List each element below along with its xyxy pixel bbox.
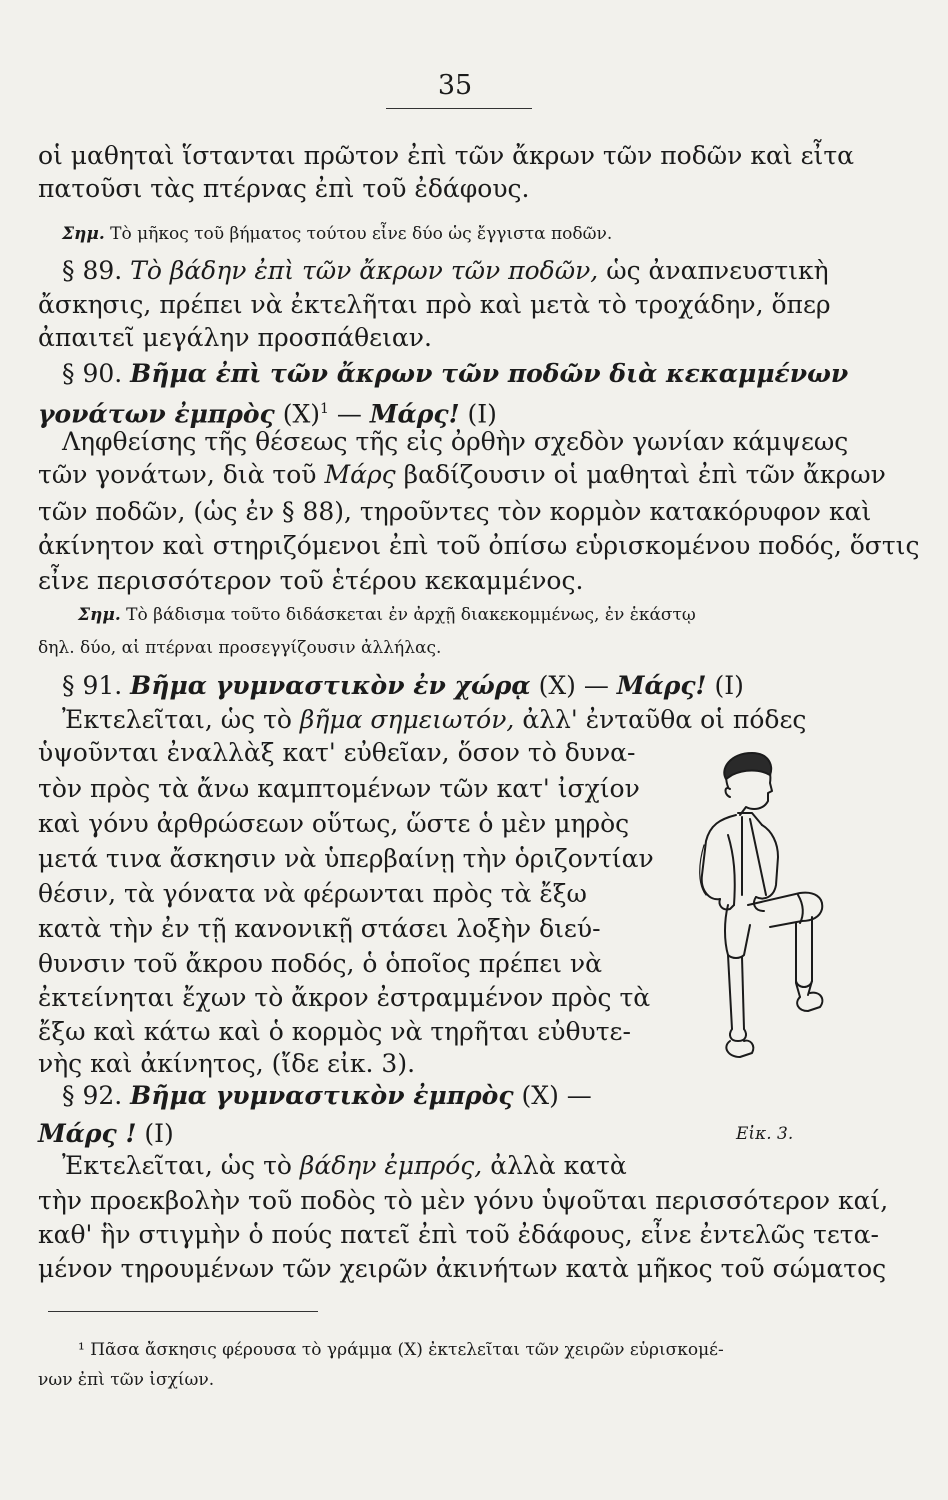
note-line: δηλ. δύο, αἱ πτέρναι προσεγγίζουσιν ἀλλήλας. xyxy=(38,638,442,658)
section-title: γονάτων ἐμπρὸς xyxy=(38,399,275,429)
note-line xyxy=(78,603,696,627)
section-title: Βῆμα γυμναστικὸν ἐν χώρᾳ xyxy=(130,671,531,700)
text-span: Ἐκτελεῖται, ὡς τὸ xyxy=(62,1151,292,1180)
text-line: ἔξω καὶ κάτω καὶ ὁ κορμὸς νὰ τηρῆται εὐθυτε- xyxy=(38,1017,631,1046)
section-91-heading xyxy=(62,670,744,702)
text-line: πατοῦσι τὰς πτέρνας ἐπὶ τοῦ ἐδάφους. xyxy=(38,174,530,203)
text-line: θυνσιν τοῦ ἄκρου ποδός, ὁ ὁποῖος πρέπει νὰ xyxy=(38,949,602,978)
dash: — xyxy=(336,399,362,429)
footnote-line xyxy=(78,1338,724,1362)
text-span: βάδην ἐμπρός, xyxy=(299,1151,483,1180)
figure-head xyxy=(724,753,772,815)
figure-caption: Εἰκ. 3. xyxy=(736,1124,794,1144)
text-span: Ἐκτελεῖται, ὡς τὸ xyxy=(62,705,292,734)
text-span: τῶν γονάτων, διὰ τοῦ xyxy=(38,460,317,489)
text-span: βῆμα σημειωτόν, xyxy=(299,705,515,734)
exercise-mark: (X) — xyxy=(538,671,609,700)
command-word: Μάρς! xyxy=(369,399,460,429)
note-label: Σημ. xyxy=(62,224,105,244)
section-89-heading xyxy=(62,255,829,287)
text-line: κατὰ τὴν ἐν τῇ κανονικῇ στάσει λοξὴν διεύ- xyxy=(38,914,601,943)
exercise-mark: (X) xyxy=(282,399,321,429)
text-line: μετά τινα ἄσκησιν νὰ ὑπερβαίνῃ τὴν ὁριζοντίαν xyxy=(38,844,654,873)
text-line: ὑψοῦνται ἐναλλὰξ κατ' εὐθεῖαν, ὅσον τὸ δυνα- xyxy=(38,738,636,767)
text-line: ἀπαιτεῖ μεγάλην προσπάθειαν. xyxy=(38,323,432,352)
text-span: ὡς ἀναπνευστικὴ xyxy=(606,256,829,285)
footnote-line: νων ἐπὶ τῶν ἰσχίων. xyxy=(38,1370,215,1390)
text-span: ἀλλὰ κατὰ xyxy=(490,1151,627,1180)
section-number: § 90. xyxy=(62,359,123,388)
text-line: καθ' ἣν στιγμὴν ὁ πούς πατεῖ ἐπὶ τοῦ ἐδάφους, εἶνε ἐντελῶς τετα- xyxy=(38,1220,879,1249)
note-label: Σημ. xyxy=(78,605,121,625)
text-line: ἐκτείνηται ἔχων τὸ ἄκρον ἐστραμμένον πρὸς τὰ xyxy=(38,983,651,1012)
section-number: § 89. xyxy=(62,256,123,285)
note-text: Τὸ μῆκος τοῦ βήματος τούτου εἶνε δύο ὡς ἔγγιστα ποδῶν. xyxy=(110,224,613,244)
exercise-mark: (X) — xyxy=(521,1081,592,1110)
text-line: καὶ γόνυ ἀρθρώσεων οὕτως, ὥστε ὁ μὲν μηρὸς xyxy=(38,809,630,838)
count-mark: (I) xyxy=(144,1119,174,1148)
command-word: Μάρς! xyxy=(616,671,707,700)
text-line: τὸν πρὸς τὰ ἄνω καμπτομένων τῶν κατ' ἰσχίον xyxy=(38,774,640,803)
count-mark: (I) xyxy=(467,399,497,429)
count-mark: (I) xyxy=(714,671,744,700)
section-92-heading xyxy=(62,1080,592,1112)
text-line xyxy=(62,704,806,736)
figure-torso xyxy=(702,813,778,911)
text-span: ἀλλ' ἐνταῦθα οἱ πόδες xyxy=(522,705,807,734)
footnote-rule xyxy=(48,1311,318,1312)
text-line: τῶν ποδῶν, (ὡς ἐν § 88), τηροῦντες τὸν κορμὸν κατακόρυφον καὶ xyxy=(38,497,872,526)
text-span: Μάρς xyxy=(324,460,396,489)
section-title: Τὸ βάδην ἐπὶ τῶν ἄκρων τῶν ποδῶν, xyxy=(130,256,599,285)
text-line: οἱ μαθηταὶ ἵστανται πρῶτον ἐπὶ τῶν ἄκρων τῶν ποδῶν καὶ εἶτα xyxy=(38,141,855,170)
text-line: Ληφθείσης τῆς θέσεως τῆς εἰς ὀρθὴν σχεδὸν γωνίαν κάμψεως xyxy=(62,427,849,456)
note-text: Τὸ βάδισμα τοῦτο διδάσκεται ἐν ἀρχῇ διακεκομμένως, ἐν ἑκάστῳ xyxy=(126,605,696,625)
figure-legs xyxy=(725,893,822,1057)
footnote-ref: 1 xyxy=(320,401,329,417)
section-90-heading-cont xyxy=(38,393,497,430)
section-title: Βῆμα ἐπὶ τῶν ἄκρων τῶν ποδῶν διὰ κεκαμμένων xyxy=(130,359,849,388)
section-title: Βῆμα γυμναστικὸν ἐμπρὸς xyxy=(130,1081,514,1110)
text-line xyxy=(62,1150,627,1182)
note-line xyxy=(62,222,612,246)
text-line xyxy=(38,459,886,491)
text-line: μένον τηρουμένων τῶν χειρῶν ἀκινήτων κατὰ μῆκος τοῦ σώματος xyxy=(38,1254,887,1283)
text-line: ἄσκησις, πρέπει νὰ ἐκτελῆται πρὸ καὶ μετὰ τὸ τροχάδην, ὅπερ xyxy=(38,290,831,319)
header-rule xyxy=(386,108,532,109)
text-line: εἶνε περισσότερον τοῦ ἑτέρου κεκαμμένος. xyxy=(38,566,584,595)
page-number: 35 xyxy=(437,70,473,101)
text-line: ἀκίνητον καὶ στηριζόμενοι ἐπὶ τοῦ ὀπίσω εὑρισκομένου ποδός, ὅστις xyxy=(38,531,920,560)
section-90-heading xyxy=(62,358,848,390)
text-line: τὴν προεκβολὴν τοῦ ποδὸς τὸ μὲν γόνυ ὑψοῦται περισσότερον καί, xyxy=(38,1186,889,1215)
exercise-illustration xyxy=(680,745,860,1075)
text-span: βαδίζουσιν οἱ μαθηταὶ ἐπὶ τῶν ἄκρων xyxy=(403,460,886,489)
footnote-marker: ¹ xyxy=(78,1340,85,1360)
section-number: § 92. xyxy=(62,1081,123,1110)
command-word: Μάρς ! xyxy=(38,1119,137,1148)
section-92-heading-cont xyxy=(38,1118,174,1150)
section-number: § 91. xyxy=(62,671,123,700)
text-line: νὴς καὶ ἀκίνητος, (ἴδε εἰκ. 3). xyxy=(38,1049,416,1078)
text-line: θέσιν, τὰ γόνατα νὰ φέρωνται πρὸς τὰ ἔξω xyxy=(38,879,587,908)
footnote-text: Πᾶσα ἄσκησις φέρουσα τὸ γράμμα (X) ἐκτελεῖται τῶν χειρῶν εὑρισκομέ- xyxy=(90,1340,724,1360)
